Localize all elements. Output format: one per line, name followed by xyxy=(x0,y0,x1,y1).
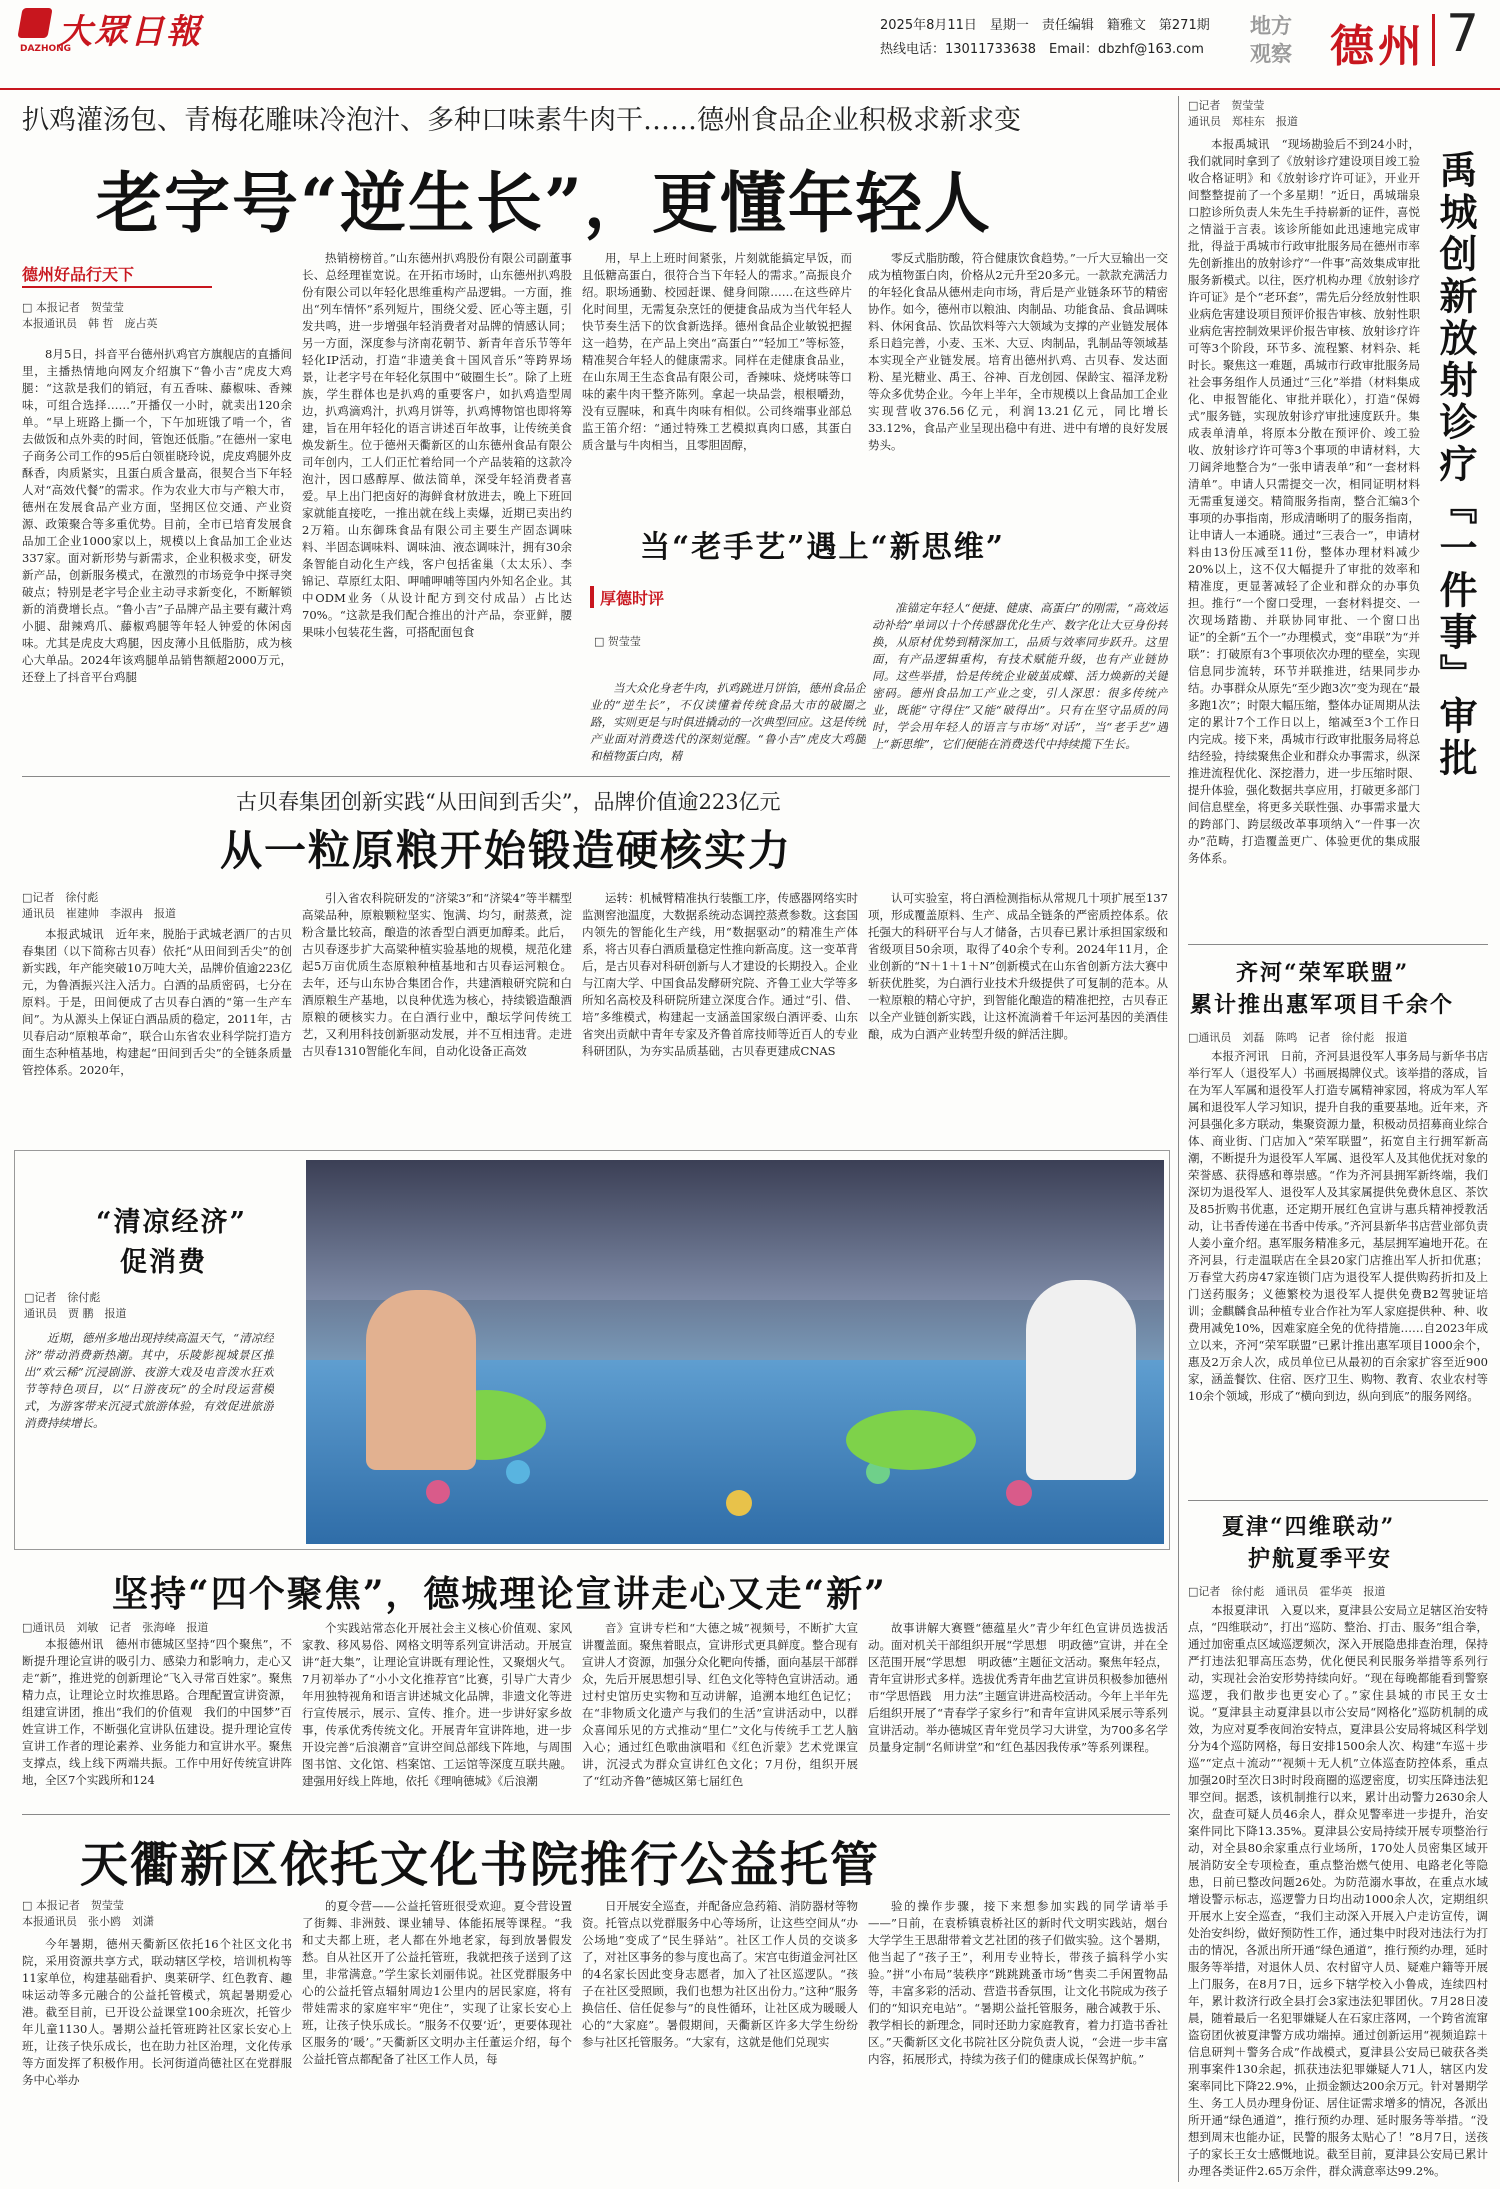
gubeichun-kicker: 古贝春集团创新实践“从田间到舌尖”，品牌价值逾223亿元 xyxy=(236,790,781,814)
qihe-byline: □通讯员 刘磊 陈鸣 记者 徐付彪 报道 xyxy=(1188,1031,1408,1044)
tianqu-byline-2: 本报通讯员 张小鸥 刘潇 xyxy=(22,1915,154,1928)
decheng-title: 坚持“四个聚焦”，德城理论宣讲走心又走“新” xyxy=(112,1573,887,1615)
qihe-text: 本报齐河讯 日前，齐河县退役军人事务局与新华书店举行军人（退役军人）书画展揭牌仪式。该举措的落成，旨在为军人军属和退役军人打造专属精神家园，将成为军人军属和退役军人学习知识，提升自我的重要基地。近年来，齐河县强化多方联动，集聚资源力量，积极动员招募商业综合体、商业街、门店加入“荣军联盟”，拓宽自主行拥军新高潮，不断提升为退役军人军属、退役军人及其他优抚对象的荣誉感、获得感和尊崇感。“作为齐河县拥军新终端，我们深切为退役军人、退役军人及其家属提供免费休息区、茶饮及85折购书优惠，还定期开展红色宣讲与惠兵精神授教活动，让书香传递在书香中传承。”齐河县新华书店营业部负责人姜小童介绍。惠军服务精准多元，基层拥军遍地开花。在齐河县，行走温联店在全县20家门店推出军人折扣优惠；万春堂大药房47家连锁门店为退役军人提供购药折扣及上门送药服务；义德繁校为退役军人提供免费B2驾驶证培训；金麒麟食品种植专业合作社为军人家庭提供种、种、收费用减免10%，因难家庭全免的优待措施……自2023年成立以来，齐河“荣军联盟”已累计推出惠军项目1000余个，惠及2万余人次，成员单位已从最初的百余家扩容至近900家，涵盖餐饮、住宿、医疗卫生、购物、教育、农业农村等10余个领域，形成了“横向到边，纵向到底”的服务网络。 xyxy=(1188,1049,1488,1403)
qihe-title-2: 累计推出惠军项目千余个 xyxy=(1190,992,1455,1018)
gubeichun-byline xyxy=(22,890,292,922)
lead-col-3: 用，早上上班时间紧张，片刻就能搞定早饭，而且低糖高蛋白，很符合当下年轻人的需求。”高振良介绍。职场通勤、校园赶课、健身间隙……在这些碎片化时间里，无需复杂烹饪的便捷食品成为当代年轻人快节奏生活下的饮食新选择。德州食品企业敏锐把握这一趋势，在产品上突出“高蛋白”“轻加工”等标签，精准契合年轻人的健康需求。同样在走健康食品业，在山东周王生态食品有限公司，香辣味、烧烤味等口味的素牛肉干整齐陈列。拿起一块品尝，根根嚼劲，没有豆腥味，和真牛肉味有相似。公司终端事业部总监王笛介绍：“通过特殊工艺模拟真肉口感，其蛋白质含量与牛肉相当，且零胆固醇， xyxy=(582,251,852,452)
gubeichun-byline-2: 通讯员 崔建帅 李淑冉 报道 xyxy=(22,907,176,920)
yucheng-byline-1: □记者 贺莹莹 xyxy=(1188,99,1265,112)
column-tag-label: 德州好品行天下 xyxy=(22,265,135,284)
lead-bottom-divider xyxy=(22,776,1170,777)
comment-tag-label: 厚德时评 xyxy=(600,589,665,608)
page-number-divider xyxy=(1432,14,1435,66)
gubeichun-col-4: 认可实验室，将白酒检测指标从常规几十项扩展至137项，形成覆盖原料、生产、成品全链条的严密质控体系。依托强大的科研平台与人才储备，古贝春已累计承担国家级和省级项目50余项，取得了40余个专利。2024年11月，企业创新的“N＋1＋1＋N”创新模式在山东省创新方法大赛中斩获优胜奖，为白酒行业技术升级提供了可复制的范本。从一粒原粮的精心守护，到智能化酿造的精准把控，古贝春正以全产业链创新实践，让这杯流淌着千年运河基因的美酒佳酿，成为白酒产业转型升级的鲜活注脚。 xyxy=(868,891,1168,1041)
xiajin-title-1: 夏津“四维联动” xyxy=(1222,1514,1396,1540)
yucheng-vertical-title: 禹城创新放射诊疗『一件事』审批 xyxy=(1433,150,1478,780)
photo-water-play xyxy=(306,1160,1164,1544)
tianqu-col-2: 的夏令营——公益托管班很受欢迎。夏令营设置了街舞、非洲鼓、课业辅导、体能拓展等课程。“我和丈夫都上班，老人都在外地老家，每到放暑假发愁。自从社区开了公益托管班，我就把孩子送到了这里，非常满意。”学生家长刘丽伟说。社区党群服务中心的公益托管点辐射周边1公里内的居民家庭，将有带娃需求的家庭牢牢“兜住”，实现了让家长安心上班，让孩子快乐成长。“服务不仅要‘近’，更要体现社区服务的‘暖’。”天衢新区文明办主任董运介绍，每个公益托管点都配备了社区工作人员，每 xyxy=(302,1899,572,2066)
contact-line: 热线电话：13011733638 Email：dbzhf@163.com xyxy=(880,42,1204,57)
yucheng-bottom-divider xyxy=(1188,944,1488,945)
qihe-title-1: 齐河“荣军联盟” xyxy=(1236,960,1410,986)
newspaper-logo-sub: DAZHONG xyxy=(20,44,72,54)
column-tag xyxy=(22,262,212,288)
tianqu-col-3: 日开展安全巡查，并配备应急药箱、消防器材等物资。托管点以党群服务中心等场所，让这些空间从“办公场地”变成了“民生驿站”。社区工作人员的交谈多了，对社区事务的参与度也高了。宋宫屯街道金河社区的4名家长因此变身志愿者，加入了社区巡逻队。“孩子在社区受照顾，我们也想为社区出份力。”这种“服务换信任、信任促参与”的良性循环，让社区成为暖暖人心的“大家庭”。暑假期间，天衢新区许多大学生纷纷参与社区托管服务。“大家有，这就是他们兑现实 xyxy=(582,1899,858,2049)
decheng-bottom-divider xyxy=(22,1814,1170,1815)
date-line: 2025年8月11日 星期一 责任编辑 籍雅文 第271期 xyxy=(880,18,1210,33)
page-number: 7 xyxy=(1446,4,1480,64)
photo-caption-title-2: 促消费 xyxy=(120,1247,207,1278)
newspaper-logo: 大眾日報 xyxy=(58,12,202,52)
decheng-byline: □通讯员 刘敏 记者 张海峰 报道 xyxy=(22,1621,209,1634)
gubeichun-col-1: 本报武城讯 近年来，脱胎于武城老酒厂的古贝春集团（以下简称古贝春）依托“从田间到舌尖”的创新实践，年产能突破10万吨大关，品牌价值逾223亿元，为鲁酒振兴注入活力。白酒的品质密码，七分在原料。于是，田间便成了古贝春白酒的“第一生产车间”。为从源头上保证白酒品质的稳定，2011年，古贝春启动“原粮革命”，联合山东省农业科学院打造方面生态种植基地，构建起“田间到舌尖”的全链条质量管控体系。2020年， xyxy=(22,927,292,1077)
comment-col-b: 准锚定年轻人“便捷、健康、高蛋白”的刚需，“高效运动补给”单词以十个传感器优化生产、数字化让大豆身份转换，从原材优势到精深加工，品质与效率同步跃升。这里面，有产品逻辑重构，有技术赋能升级，也有产业链协同。这些举措，恰是传统企业破茧成蝶、活力焕新的关键密码。德州食品加工产业之变，引人深思：很多传统产业，既能“守得住”又能“破得出”。只有在坚守品质的同时，学会用年轻人的语言与市场“对话”，当“老手艺”遇上“新思维”，它们便能在消费迭代中持续揽下生长。 xyxy=(872,601,1168,751)
lead-byline-2: 本报通讯员 韩 哲 庞占英 xyxy=(22,317,158,330)
gubeichun-col-3: 运转：机械臂精准执行装甑工序，传感器网络实时监测窖池温度，大数据系统动态调控蒸煮参数。这套国内领先的智能化生产线，用“数据驱动”的精准生产体系，将古贝春白酒质量稳定性推向新高度。这一变革背后，是古贝春对科研创新与人才建设的长期投入。企业与江南大学、中国食品发酵研究院、齐鲁工业大学等多所知名高校及科研院所建立深度合作。通过“引、借、培”多维模式，构建起一支涵盖国家级白酒评委、山东省突出贡献中青年专家及齐鲁首席技师等近百人的专业科研团队，为夯实品质基础，古贝春更建成CNAS xyxy=(582,891,858,1058)
lead-col-4: 零反式脂肪酸，符合健康饮食趋势。”一斤大豆输出一交成为植物蛋白肉，价格从2元升至20多元。一款款充满活力的年轻化食品从德州走向市场，背后是产业链条环节的精密协作。如今，德州市以粮油、肉制品、功能食品、食品调味料、休闲食品、饮品饮料等六大领域为支撑的产业链发展体系日趋完善，小麦、玉米、大豆、肉制品，乳制品等领域基本实现全产业链发展。培育出德州扒鸡、古贝春、发达面粉、星光糖业、禹王、谷神、百龙创园、保龄宝、福泽龙粉等众多优势企业。今年上半年，全市规模以上食品加工企业实现营收376.56亿元，利润13.21亿元，同比增长33.12%，食品产业呈现出稳中有进、进中有增的良好发展势头。 xyxy=(868,251,1168,452)
photo-byline xyxy=(24,1290,274,1322)
lead-byline-1: □ 本报记者 贺莹莹 xyxy=(22,301,124,314)
gubeichun-title: 从一粒原粮开始锻造硬核实力 xyxy=(220,826,793,875)
tianqu-title: 天衢新区依托文化书院推行公益托管 xyxy=(80,1837,881,1893)
section-small-1: 地方 xyxy=(1250,13,1292,38)
decheng-col-2: 个实践站常态化开展社会主义核心价值观、家风家教、移风易俗、网格文明等系列宣讲活动。开展宣讲“赶大集”，让理论宣讲既有理论性，又聚烟火气。7月初举办了“小小文化推荐官”比赛，引导广大青少年用独特视角和语言讲述城文化品牌，非遗文化等进行宣传展示，展示、宣传、推介。进一步讲好家乡故事，传承优秀传统文化。开展青年宣讲阵地，进一步开设完善“后浪潮音”宣讲空间总部线下阵地，与周围图书馆、文化馆、档案馆、工运馆等深度互联共融。建强用好线上阵地，依托《理响德城》《后浪潮 xyxy=(302,1621,572,1788)
decheng-col-1: 本报德州讯 德州市德城区坚持“四个聚焦”，不断提升理论宣讲的吸引力、感染力和影响力，走心又走“新”，推进党的创新理论“飞入寻常百姓家”。聚焦精力点，让理论立时坎推思路。合理配置宣讲资源，组建宣讲团，推出“我们的价值观 我们的中国梦”百姓宣讲工作，不断强化宣讲队伍建设。提升理论宣传宣讲工作者的理论素养、业务能力和宣讲水平。聚焦支撑点，线上线下两端共振。工作中用好传统宣讲阵地，全区7个实践所和124 xyxy=(22,1637,292,1787)
qihe-bottom-divider xyxy=(1188,1500,1488,1501)
masthead xyxy=(0,0,1500,88)
decheng-col-3: 音》宣讲专栏和“大德之城”视频号，不断扩大宣讲覆盖面。聚焦着眼点，宣讲形式更具鲜度。整合现有宣讲人才资源，加强分众化靶向传播，面向基层干部群众，先后开展思想引导、红色文化等特色宣讲活动。通过村史馆历史实物和互动讲解，追溯本地红色记忆；在“非物质文化遗产与我们的生活”宣讲活动中，以群众喜闻乐见的方式推动“里仁”文化与传统手工艺人脑入心；通过红色歌曲演唱和《红色沂蒙》艺术党课宣讲，沉浸式为群众宣讲红色文化；7月份，组织开展了“红动齐鲁”德城区第七届红色 xyxy=(582,1621,858,1788)
section-city: 德州 xyxy=(1330,21,1426,72)
tianqu-col-1: 今年暑期，德州天衢新区依托16个社区文化书院，采用资源共享方式，联动辖区学校，培训机构等11家单位，构建基础看护、奥莱研学、红色教育、趣味运动等多元融合的公益托管模式，筑起暑期爱心港。截至目前，已开设公益课堂100余班次，托管少年儿童1130人。暑期公益托管班跨社区家长安心上班，让孩子快乐成长，也在助力社区治理，文化传承等方面发挥了积极作用。长河街道尚德社区在党群服务中心举办 xyxy=(22,1937,292,2087)
lead-title: 老字号“逆生长”，更懂年轻人 xyxy=(96,164,992,242)
lead-kicker: 扒鸡灌汤包、青梅花雕味冷泡汁、多种口味素牛肉干……德州食品企业积极求新求变 xyxy=(22,105,1021,136)
photo-caption: 近期，德州多地出现持续高温天气，“清凉经济”带动消费新热潮。其中，乐陵影视城景区推出“欢云稀”沉浸剧游、夜游大戏及电音泼水狂欢节等特色项目，以“日游夜玩”的全时段运营模式，为游客带来沉浸式旅游体验，有效促进旅游消费持续增长。 xyxy=(24,1331,274,1430)
yucheng-text: 本报禹城讯 “现场勘验后不到24小时，我们就同时拿到了《放射诊疗建设项目竣工验收合格证明》和《放射诊疗许可证》，开业开间整整提前了一个多星期！”近日，禹城瑞泉口腔诊所负责人朱先生手持崭新的证件，喜悦之情溢于言表。该诊所能如此迅速地完成审批，得益于禹城市行政审批服务局在德州市率先创新推出的放射诊疗“一件事”高效集成审批服务新模式。以往，医疗机构办理《放射诊疗许可证》是个“老环套”，需先后分经放射性职业病危害建设项目预评价报告审核、放射性职业病危害控制效果评价报告审核、放射诊疗许可等3个阶段，环节多、流程繁、材料杂、耗时长。聚焦这一难题，禹城市行政审批服务局社会事务组作人员通过“三化”举措（材料集成化、申报智能化、审批并联化），打造“保姆式”服务链，实现放射诊疗审批速度跃升。集成表单清单，将原本分散在预评价、竣工验收、放射诊疗许可等3个事项的申请材料，大刀阔斧地整合为“一张申请表单”和“一套材料清单”。申请人只需提交一次，相同证明材料无需重复递交。精简服务指南，整合汇编3个事项的办事指南，形成清晰明了的服务指南，让申请人一本通晓。通过“三表合一”，申请材料由13份压减至11份，整体办理材料减少20%以上，这不仅大幅提升了审批的效率和精准度，更显著减轻了企业和群众的办事负担。推行“一个窗口受理，一套材料提交、一次现场踏勘、并联协同审批、一个窗口出证”的全新“五个一”办理模式，变“串联”为“并联”：打破原有3个事项依次办理的壁垒，实现信息同步流转，环节并联推进，结果同步办结。办事群众从原先“至少跑3次”变为现在“最多跑1次”；时限大幅压缩，整体办证周期从法定的累计7个工作日以上，缩减至3个工作日内完成。接下来，禹城市行政审批服务局将总结经验，持续聚焦企业和群众办事需求，纵深推进流程优化、深挖潜力，进一步压缩时限、提升体验，强化数据共享应用，打破更多部门间信息壁垒，将更多关联性强、办事需求量大的跨部门、跨层级改革事项纳入“一件事一次办”范畴，打造覆盖更广、体验更优的集成服务体系。 xyxy=(1188,137,1420,865)
tianqu-col-4: 验的操作步骤，接下来想参加实践的同学请举手——”日前，在袁桥镇袁桥社区的新时代文明实践站，烟台大学学生王思甜带着文艺社团的孩子们做实验。这个暑期，他当起了“孩子王”，利用专业特长，带孩子搞科学小实验。”拼“小布局”装秩序“跳跳跳蚤市场”售卖二手闲置物品等，丰富多彩的活动、营造书香氛围，让文化书院成为孩子们的“知识充电站”。“暑期公益托管服务，融合减教于乐、教学相长的新理念，同时还助力家庭教育，着力打造书香社区。”天衢新区文化书院社区分院负责人说，“会进一步丰富内容，拓展形式，持续为孩子们的健康成长保驾护航。” xyxy=(868,1899,1168,2066)
section-small-2: 观察 xyxy=(1250,41,1292,66)
comment-author: □ 贺莹莹 xyxy=(594,635,641,648)
decheng-col-4: 故事讲解大赛暨“德蕴星火”青少年红色宣讲员选拔活动。面对机关干部组织开展“学思想 明政德”宣讲，并在全区范围开展“学思想 明政德”主题征文活动。聚焦年轻点，青年宣讲形式多样。选拔优秀青年曲艺宣讲员积极参加德州市“学思悟践 用力法”主题宣讲进高校活动。今年上半年先后组织开展了“青春学子家乡行”和青年宣讲风采展示等系列宣讲活动。举办德城区青年党员学习大讲堂，为700多名学员量身定制“名师讲堂”和“红色基因我传承”等系列课程。 xyxy=(868,1621,1168,1754)
comment-col-a: 当大众化身老牛肉，扒鸡跳进月饼馅，德州食品企业的“逆生长”，不仅读懂着传统食品大市的破圈之路，实则更是与时俱进撬动的一次典型回应。这是传统产业面对消费迭代的深刻觉醒。“鲁小吉”虎皮大鸡腿和植物蛋白肉，精 xyxy=(590,681,866,762)
right-column-divider xyxy=(1178,96,1179,2182)
lead-col-1: 8月5日，抖音平台德州扒鸡官方旗舰店的直播间里，主播热情地向网友介绍旗下“鲁小吉”虎皮大鸡腿：“这款是我们的销冠，有五香味、藤椒味、香辣味，可组合选择……”开播仅一小时，就卖出120余单。“早上班路上撕一个，下午加班饿了啃一个，省去做饭和点外卖的时间，管饱还低脂。”在德州一家电子商务公司工作的95后白领崔晓玲说，虎皮鸡腿外皮酥香，肉质紧实，且蛋白质含量高，很契合当下年轻人对“高效代餐”的需求。作为农业大市与产粮大市，德州在发展食品产业方面，坚拥区位交通、产业资源、政策聚合等多重优势。目前，全市已培育发展食品加工企业1000家以上，规模以上食品加工企业达337家。面对新形势与新需求，企业积极求变，研发新产品，创新服务模式，在激烈的市场竞争中探寻突破点；特别是老字号企业主动寻求新变化，不断解锁新的消费增长点。“鲁小吉”子品牌产品主要有藏汁鸡小腿、甜辣鸡爪、藤椒鸡腿等年轻人钟爱的休闲卤味。尤其是虎皮大鸡腿，因皮薄小且低脂肪，成为核心大单品。2024年该鸡腿单品销售额超2000万元，还登上了抖音平台鸡腿 xyxy=(22,347,292,684)
photo-byline-2: 通讯员 贾 鹏 报道 xyxy=(24,1307,127,1320)
lead-col-2: 热销榜榜首。”山东德州扒鸡股份有限公司副董事长、总经理崔宽说。在开拓市场时，山东德州扒鸡股份有限公司以年轻化思维重构产品逻辑。一方面，推出“列车情怀”系列短片，围绕父爱、匠心等主题，引发共鸣，进一步增强年轻消费者对品牌的情感认同；另一方面，深度参与济南花朝节、新青年音乐节等年轻化IP活动，打造“非遗美食＋国风音乐”等跨界场景，让老字号在年轻化氛围中“破圈生长”。除了上班族，学生群体也是扒鸡的重要客户，如扒鸡造型周边，扒鸡滴鸡汁，扒鸡月饼等，扒鸡博物馆也即将筹建，旨在用年轻化的语言讲述百年故事，让传统美食焕发新生。位于德州天衢新区的山东德州食品有限公司年创内，工人们正忙着给同一个产品装箱的这款冷泡汁，因口感醇厚、做法简单，深受年轻消费者喜爱。早上出门把卤好的海鲜食材放进去，晚上下班回家就能直接吃，一推出就在线上卖爆，近期已卖出约2万箱。山东御珠食品有限公司主要生产固态调味料、半固态调味料、调味油、液态调味汁，拥有30余条智能自动化生产线，客户包括雀巢（太太乐）、李锦记、草原红太阳、呷哺呷哺等国内外知名企业。其中ODM业务（从设计配方到交付成品）占比达70%。“这款是我们配合推出的汁产品，奈亚鲜，腰果味小包装花生酱，可搭配面包食 xyxy=(302,251,572,639)
lead-byline xyxy=(22,300,292,332)
tianqu-byline xyxy=(22,1898,292,1930)
masthead-divider xyxy=(0,88,1500,90)
newspaper-logo-icon xyxy=(17,8,52,38)
yucheng-byline xyxy=(1188,98,1418,130)
xiajin-text: 本报夏津讯 入夏以来，夏津县公安局立足辖区治安特点，“四维联动”，打出“巡防、整治、打击、服务”组合拳，通过加密重点区域巡逻频次，深入开展隐患排查治理，保持严打违法犯罪高压态势，优化便民利民服务举措等系列行动，实现社会治安形势持续向好。“现在每晚都能看到警察巡逻，我们散步也更安心了。”家住县城的市民王女士说。“夏津县主动夏津县以市公安局“网格化”巡防机制的成效，为应对夏季夜间治安特点，夏津县公安局将城区科学划分为4个巡防网格，每日安排1500余人次、构建“车巡＋步巡”“定点＋流动”“视频＋无人机”立体巡查防控体系，重点加强20时至次日3时时段商圈的巡逻密度，切实压降违法犯罪空间。据悉，该机制推行以来，累计出动警力2630余人次，盘查可疑人员46余人，群众见警率进一步提升，治安案件同比下降13.35%。夏津县公安局持续开展专项整治行动，对全县80余家重点行业场所，170处人员密集区域开展消防安全专项检查，重点整治燃气使用、电路老化等隐患，日前已整改问题26处。为防范溺水事故，在重点水域增设警示标志，巡逻警力日均出动1000余人次，定期组织开展水上安全巡查，“我们主动深入开展入户走访宣传，调处治安纠纷，做好预防性工作，通过集中时段对违法行为打击的情况，各派出所开通“绿色通道”，推行预约办理，延时服务等举措，对退休人员、农村留守人员、疑难户籍等开展上门服务，在8月7日，远乡下辖学校入小鲁成，连续四村年，累计救济行政全县打会3家违法犯罪团伙。7月28日凌晨，随着最后一名犯罪嫌疑人在石家庄落网，一个跨省流窜盗窃团伙被夏津警方成功端掉。通过创新运用“视频追踪＋信息研判＋警务合成”作战模式，夏津县公安局已破获各类刑事案件130余起，抓获违法犯罪嫌疑人71人，辖区内发案率同比下降22.9%，止损金额达200余万元。针对暑期学生、务工人员办理身份证、居住证需求增多的情况，各派出所开通“绿色通道”，推行预约办理、延时服务等举措。“没想到周末也能办证，民警的服务太贴心了！”8月7日，送孩子的家长王女士感慨地说。截至目前，夏津县公安局已累计办理各类证件2.65万余件，群众满意率达99.2%。 xyxy=(1188,1603,1488,2178)
gubeichun-byline-1: □记者 徐付彪 xyxy=(22,891,99,904)
xiajin-byline: □记者 徐付彪 通讯员 霍华英 报道 xyxy=(1188,1585,1386,1598)
yucheng-byline-2: 通讯员 郑桂东 报道 xyxy=(1188,115,1298,128)
photo-byline-1: □记者 徐付彪 xyxy=(24,1291,101,1304)
photo-caption-title-1: “清凉经济” xyxy=(96,1207,248,1238)
tianqu-byline-1: □ 本报记者 贺莹莹 xyxy=(22,1899,124,1912)
comment-tag xyxy=(590,586,750,608)
gubeichun-col-2: 引入省农科院研发的“济粱3”和“济粱4”等半糯型高粱品种，原粮颗粒坚实、饱满、均匀，耐蒸煮，淀粉含量比较高，酿造的浓香型白酒更加醇柔。此后，古贝春逐步扩大高粱种植实验基地的规模，规范化建起5万亩优质生态原粮种植基地和古贝春运河粮仓。去年，还与山东协合集团合作，共建酒粮研究院和白酒原粮生产基地，以良种优选为核心，持续锻造酿酒原粮的硬核实力。在白酒行业中，酿坛学问传统工艺，又利用科技创新驱动发展，并不互相违背。走进古贝春1310智能化车间，自动化设备正高效 xyxy=(302,891,572,1058)
xiajin-title-2: 护航夏季平安 xyxy=(1248,1546,1393,1572)
comment-title: 当“老手艺”遇上“新思维” xyxy=(640,530,1006,565)
